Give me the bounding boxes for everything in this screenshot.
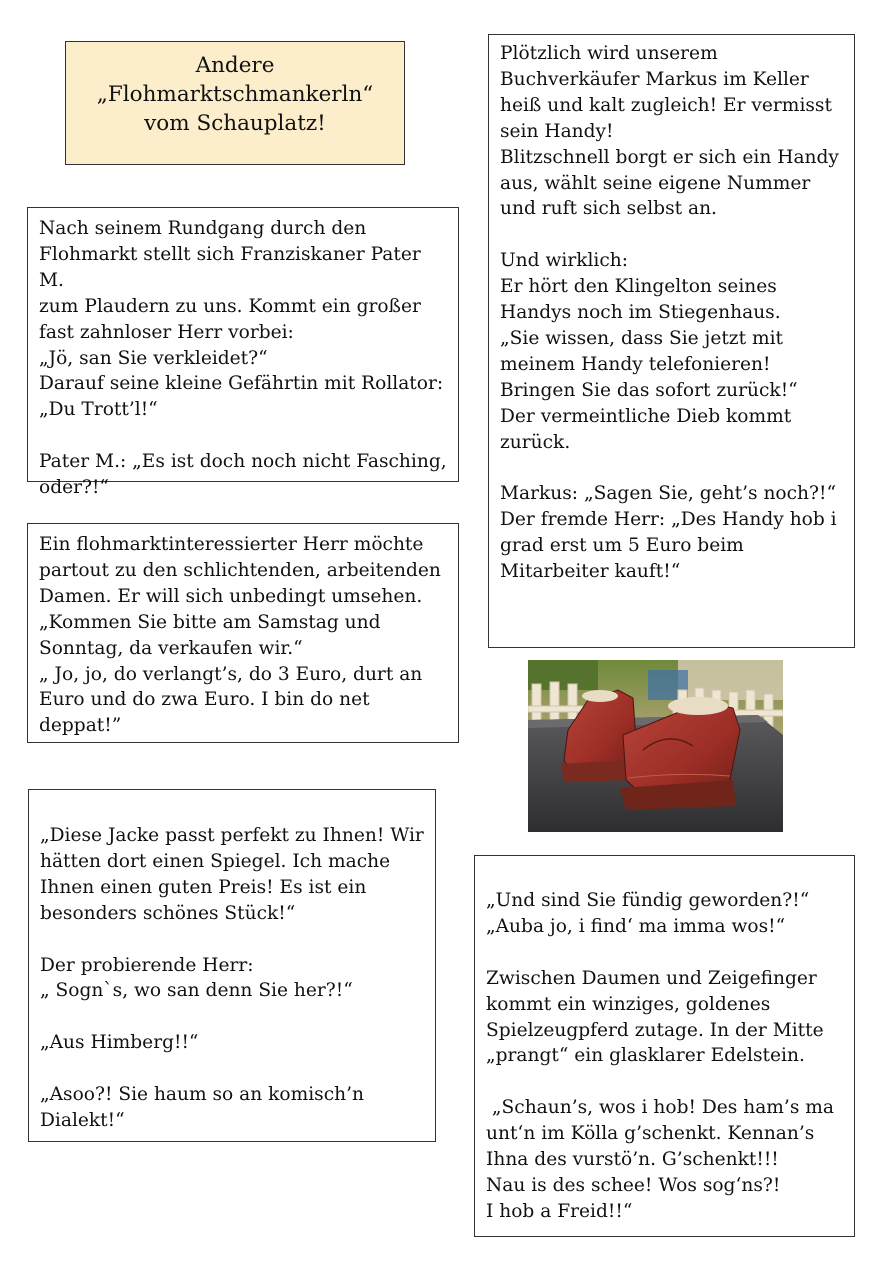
- title-line: „Flohmarktschmankerln“: [96, 82, 374, 107]
- paragraph-gap: [40, 1056, 425, 1082]
- story-box-jacke: [28, 789, 436, 1142]
- story-line: aus, wählt seine eigene Nummer: [500, 172, 811, 194]
- story-box-pferd: [474, 855, 855, 1237]
- story-line: Plötzlich wird unserem: [500, 43, 718, 64]
- story-line: meinem Handy telefonieren!: [500, 353, 771, 375]
- story-line: deppat!”: [39, 715, 122, 737]
- story-line: zurück.: [500, 431, 571, 453]
- story-line: „ Jo, jo, do verlangt’s, do 3 Euro, durt an: [39, 663, 423, 685]
- story-line: „Du Trott’l!“: [39, 399, 158, 421]
- story-line: Ihna des vurstö’n. G’schenkt!!!: [486, 1149, 779, 1171]
- story-line: kommt ein winziges, goldenes: [486, 993, 771, 1015]
- paragraph-gap: [40, 927, 425, 953]
- story-line: heiß und kalt zugleich! Er vermisst: [500, 94, 832, 116]
- story-line: Mitarbeiter kauft!“: [500, 561, 681, 583]
- story-line: Der vermeintliche Dieb kommt: [500, 405, 792, 427]
- story-line: „Asoo?! Sie haum so an komisch’n: [40, 1084, 364, 1106]
- story-line: hätten dort einen Spiegel. Ich mache: [40, 850, 391, 872]
- story-line: sein Handy!: [500, 120, 614, 142]
- story-line: unt‘n im Kölla g’schenkt. Kennan’s: [486, 1123, 815, 1145]
- story-line: I hob a Freid!!“: [486, 1200, 633, 1222]
- story-box-handy: [488, 34, 855, 648]
- story-line: Blitzschnell borgt er sich ein Handy: [500, 146, 839, 168]
- boots-photo-illustration: [528, 660, 783, 832]
- story-line: Nach seinem Rundgang durch den: [39, 218, 367, 239]
- paragraph-gap: [486, 1069, 844, 1095]
- story-line: besonders schönes Stück!“: [40, 902, 296, 924]
- paragraph-gap: [500, 455, 844, 481]
- story-line: Nau is des schee! Wos sog‘ns?!: [486, 1174, 781, 1196]
- story-line: Buchverkäufer Markus im Keller: [500, 68, 809, 90]
- title-line: vom Schauplatz!: [144, 111, 326, 136]
- paragraph-gap: [40, 1004, 425, 1030]
- story-line: Dialekt!“: [40, 1109, 125, 1131]
- story-box-damen: [27, 523, 459, 743]
- story-line: Damen. Er will sich unbedingt umsehen.: [39, 585, 423, 607]
- story-line: Handys noch im Stiegenhaus.: [500, 302, 781, 324]
- story-line: „Jö, san Sie verkleidet?“: [39, 347, 268, 369]
- story-line: oder?!“: [39, 477, 109, 499]
- story-line: Flohmarkt stellt sich Franziskaner Pater M.: [39, 243, 427, 291]
- story-line: Der probierende Herr:: [40, 954, 254, 976]
- paragraph-gap: [486, 940, 844, 966]
- story-line: Und wirklich:: [500, 250, 629, 272]
- story-line: „Kommen Sie bitte am Samstag und: [39, 611, 381, 633]
- story-line: „Diese Jacke passt perfekt zu Ihnen! Wir: [40, 825, 424, 846]
- paragraph-gap: [39, 423, 448, 449]
- story-line: Sonntag, da verkaufen wir.“: [39, 637, 303, 659]
- story-line: fast zahnloser Herr vorbei:: [39, 321, 294, 343]
- story-line: Pater M.: „Es ist doch noch nicht Fasching,: [39, 451, 447, 473]
- story-line: „ Sogn`s, wo san denn Sie her?!“: [40, 980, 353, 1002]
- title-box: [65, 41, 405, 165]
- story-line: „Sie wissen, dass Sie jetzt mit: [500, 327, 784, 349]
- story-line: Bringen Sie das sofort zurück!“: [500, 379, 798, 401]
- story-box-pater: [27, 207, 459, 499]
- story-line: „Und sind Sie fündig geworden?!“: [486, 890, 810, 911]
- story-line: Euro und do zwa Euro. I bin do net: [39, 689, 370, 711]
- story-line: zum Plaudern zu uns. Kommt ein großer: [39, 295, 421, 317]
- story-line: „Schaun’s, wos i hob! Des ham’s ma: [486, 1097, 834, 1119]
- story-line: und ruft sich selbst an.: [500, 198, 717, 220]
- story-line: grad erst um 5 Euro beim: [500, 535, 744, 557]
- title-line: Andere: [195, 53, 275, 78]
- story-line: „Auba jo, i find‘ ma imma wos!“: [486, 915, 786, 937]
- story-line: Markus: „Sagen Sie, geht’s noch?!“: [500, 483, 836, 505]
- story-line: Der fremde Herr: „Des Handy hob i: [500, 509, 837, 531]
- story-line: „prangt“ ein glasklarer Edelstein.: [486, 1045, 805, 1067]
- story-line: Zwischen Daumen und Zeigefinger: [486, 967, 817, 989]
- paragraph-gap: [500, 222, 844, 248]
- story-line: „Aus Himberg!!“: [40, 1032, 199, 1054]
- boots-photo: [528, 660, 783, 832]
- story-line: partout zu den schlichtenden, arbeitenden: [39, 559, 441, 581]
- story-line: Ihnen einen guten Preis! Es ist ein: [40, 876, 367, 898]
- story-line: Darauf seine kleine Gefährtin mit Rollator:: [39, 373, 444, 395]
- story-line: Er hört den Klingelton seines: [500, 276, 777, 298]
- story-line: Spielzeugpferd zutage. In der Mitte: [486, 1019, 824, 1041]
- story-line: Ein flohmarktinteressierter Herr möchte: [39, 534, 424, 555]
